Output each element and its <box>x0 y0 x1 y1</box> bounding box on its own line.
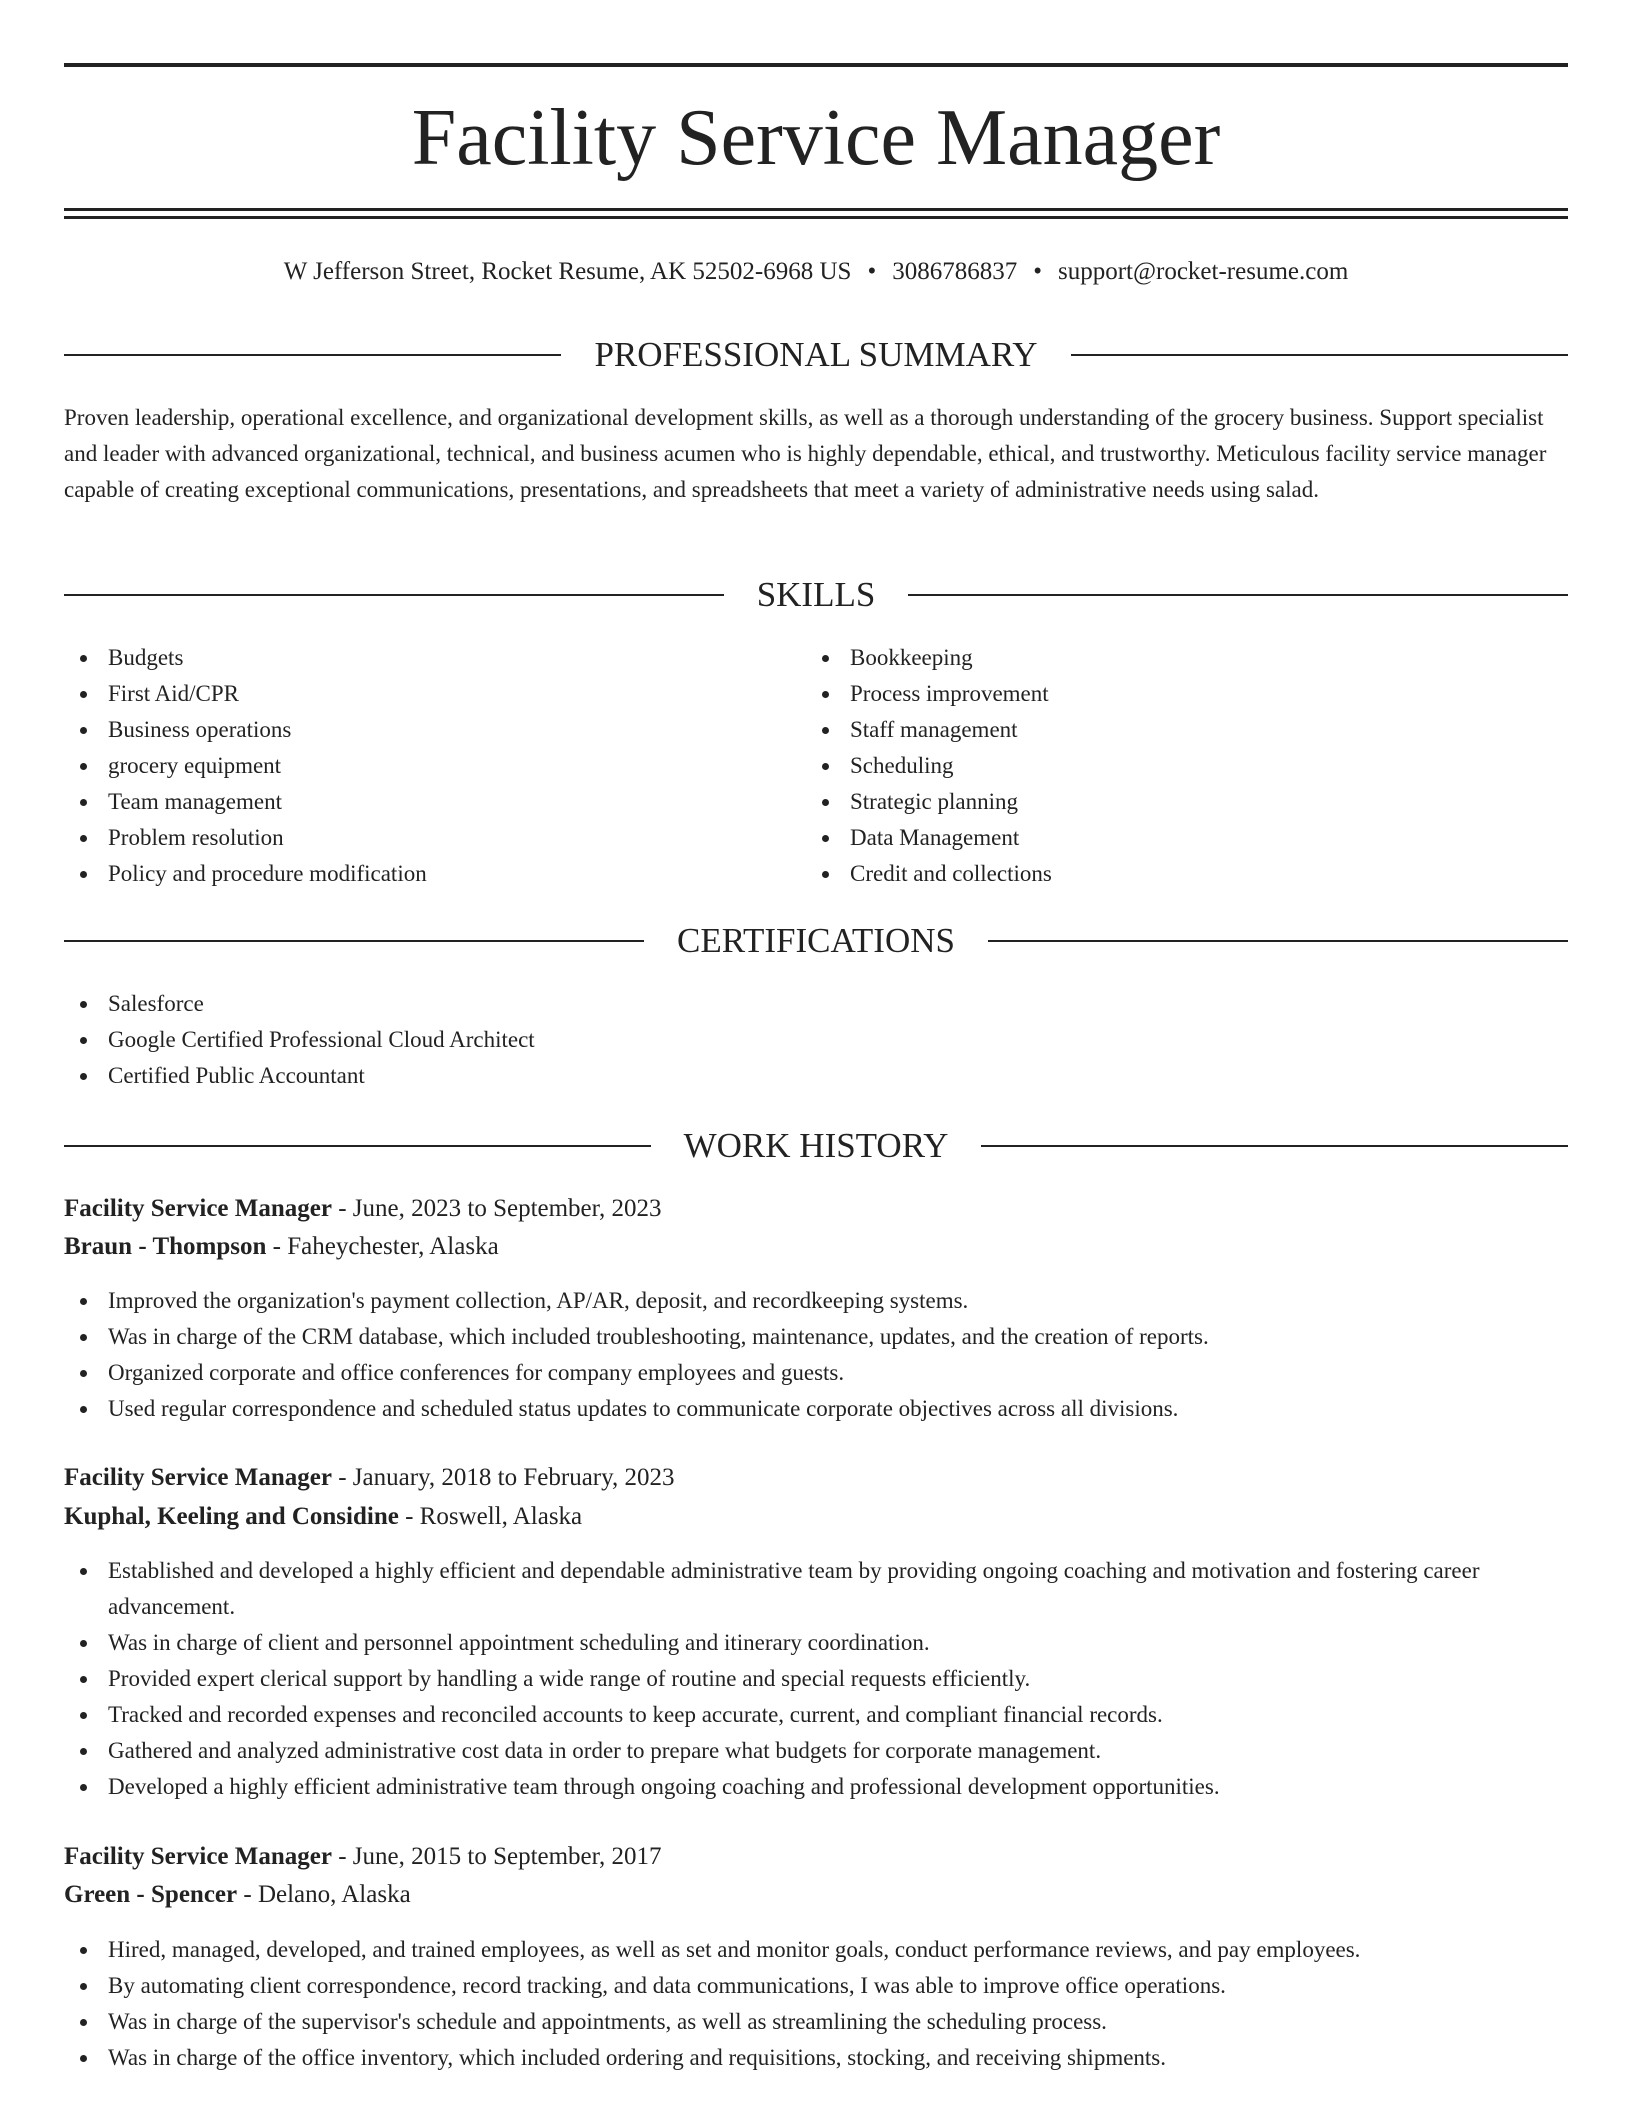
job-dash: - <box>237 1881 258 1908</box>
work-history-heading-text: WORK HISTORY <box>683 1126 949 1165</box>
job-location: Faheychester, Alaska <box>287 1233 499 1260</box>
job-bullet: Hired, managed, developed, and trained employees, as well as set and monitor goals, conduct performance reviews, and pay employees. <box>64 1932 1568 1968</box>
heading-rule-right <box>981 1145 1568 1147</box>
heading-rule-left <box>64 354 561 356</box>
skill-item: Strategic planning <box>806 784 1546 820</box>
skill-item: Staff management <box>806 712 1546 748</box>
certifications-heading-text: CERTIFICATIONS <box>677 921 955 960</box>
heading-rule-left <box>64 940 644 942</box>
summary-section-heading <box>64 330 1568 380</box>
header-top-rule <box>64 63 1568 67</box>
certification-item: Certified Public Accountant <box>64 1058 1568 1094</box>
job-title: Facility Service Manager <box>64 1843 332 1870</box>
job-bullets <box>64 1932 1568 2076</box>
certifications-section-heading <box>64 916 1568 966</box>
skills-list-right <box>806 640 1546 892</box>
job-dates: June, 2023 to September, 2023 <box>352 1195 662 1222</box>
job-title: Facility Service Manager <box>64 1195 332 1222</box>
certification-item: Google Certified Professional Cloud Architect <box>64 1022 1568 1058</box>
skill-item: Process improvement <box>806 676 1546 712</box>
summary-paragraph: Proven leadership, operational excellence, and organizational development skills, as well as a thorough understanding of the grocery business. Support specialist and leader with advanced organizational, technical, and business acumen who is highly dependable, ethical, and trustworthy. Meticulous facility service manager capable of creating exceptional communications, presentations, and spreadsheets that meet a variety of administrative needs using salad. <box>64 405 1547 502</box>
skills-heading-text: SKILLS <box>756 575 876 614</box>
job-dates: January, 2018 to February, 2023 <box>352 1464 675 1491</box>
skills-list-left <box>64 640 804 892</box>
job-location: Delano, Alaska <box>257 1881 411 1908</box>
header-double-rule-upper <box>64 208 1568 211</box>
skill-item: Policy and procedure modification <box>64 856 804 892</box>
job-title-line <box>64 1459 1568 1497</box>
job-bullet: Improved the organization's payment collection, AP/AR, deposit, and recordkeeping systems. <box>64 1283 1568 1319</box>
skills-section-heading <box>64 570 1568 620</box>
skill-item: Credit and collections <box>806 856 1546 892</box>
job-company: Braun - Thompson <box>64 1233 267 1260</box>
skill-item: First Aid/CPR <box>64 676 804 712</box>
heading-rule-right <box>988 940 1568 942</box>
skill-item: Team management <box>64 784 804 820</box>
skill-item: Problem resolution <box>64 820 804 856</box>
contact-separator: • <box>867 258 877 285</box>
job-bullets <box>64 1283 1568 1427</box>
job-dash: - <box>331 1464 353 1491</box>
job-bullet: Tracked and recorded expenses and reconciled accounts to keep accurate, current, and compliant financial records. <box>64 1697 1568 1733</box>
skill-item: grocery equipment <box>64 748 804 784</box>
header-double-rule-lower <box>64 216 1568 219</box>
contact-phone: 3086786837 <box>892 258 1018 285</box>
job-bullet: Developed a highly efficient administrative team through ongoing coaching and professional development opportunities. <box>64 1769 1568 1805</box>
job-company: Kuphal, Keeling and Considine <box>64 1503 399 1530</box>
job-bullet: Provided expert clerical support by handling a wide range of routine and special requests efficiently. <box>64 1661 1568 1697</box>
skill-item: Business operations <box>64 712 804 748</box>
job-title-line <box>64 1190 1568 1228</box>
job-dash: - <box>266 1233 288 1260</box>
job-bullet: Established and developed a highly efficient and dependable administrative team by providing ongoing coaching and motivation and fostering career advancement. <box>64 1553 1568 1625</box>
job-bullet: By automating client correspondence, record tracking, and data communications, I was able to improve office operations. <box>64 1968 1568 2004</box>
job-bullet: Was in charge of the supervisor's schedule and appointments, as well as streamlining the scheduling process. <box>64 2004 1568 2040</box>
skill-item: Data Management <box>806 820 1546 856</box>
job-company: Green - Spencer <box>64 1881 238 1908</box>
job-bullet: Was in charge of client and personnel appointment scheduling and itinerary coordination. <box>64 1625 1568 1661</box>
job-bullets <box>64 1553 1568 1805</box>
job-title: Facility Service Manager <box>64 1464 332 1491</box>
work-history-section-heading <box>64 1121 1568 1171</box>
job-bullet: Organized corporate and office conferences for company employees and guests. <box>64 1355 1568 1391</box>
job-title-line <box>64 1838 1568 1876</box>
heading-rule-right <box>1071 354 1568 356</box>
contact-separator: • <box>1033 258 1042 285</box>
certification-item: Salesforce <box>64 986 1568 1022</box>
job-bullet: Was in charge of the CRM database, which included troubleshooting, maintenance, updates, and the creation of reports. <box>64 1319 1568 1355</box>
job-dash: - <box>398 1503 420 1530</box>
skill-item: Bookkeeping <box>806 640 1546 676</box>
certifications-list <box>64 986 1568 1094</box>
heading-rule-left <box>64 1145 651 1147</box>
job-dash: - <box>331 1843 353 1870</box>
contact-email: support@rocket-resume.com <box>1057 258 1349 285</box>
job-company-line <box>64 1228 1568 1266</box>
summary-heading-text: PROFESSIONAL SUMMARY <box>594 335 1038 374</box>
job-company-line <box>64 1498 1568 1536</box>
contact-address: W Jefferson Street, Rocket Resume, AK 52502-6968 US <box>283 258 852 285</box>
skill-item: Scheduling <box>806 748 1546 784</box>
heading-rule-left <box>64 594 724 596</box>
job-bullet: Used regular correspondence and scheduled status updates to communicate corporate objectives across all divisions. <box>64 1391 1568 1427</box>
heading-rule-right <box>908 594 1568 596</box>
job-location: Roswell, Alaska <box>419 1503 583 1530</box>
job-bullet: Gathered and analyzed administrative cost data in order to prepare what budgets for corporate management. <box>64 1733 1568 1769</box>
resume-name: Facility Service Manager <box>411 94 1221 182</box>
job-company-line <box>64 1876 1568 1914</box>
contact-line <box>64 254 1568 290</box>
job-dash: - <box>331 1195 353 1222</box>
job-dates: June, 2015 to September, 2017 <box>352 1843 662 1870</box>
job-bullet: Was in charge of the office inventory, which included ordering and requisitions, stocking, and receiving shipments. <box>64 2040 1568 2076</box>
skill-item: Budgets <box>64 640 804 676</box>
